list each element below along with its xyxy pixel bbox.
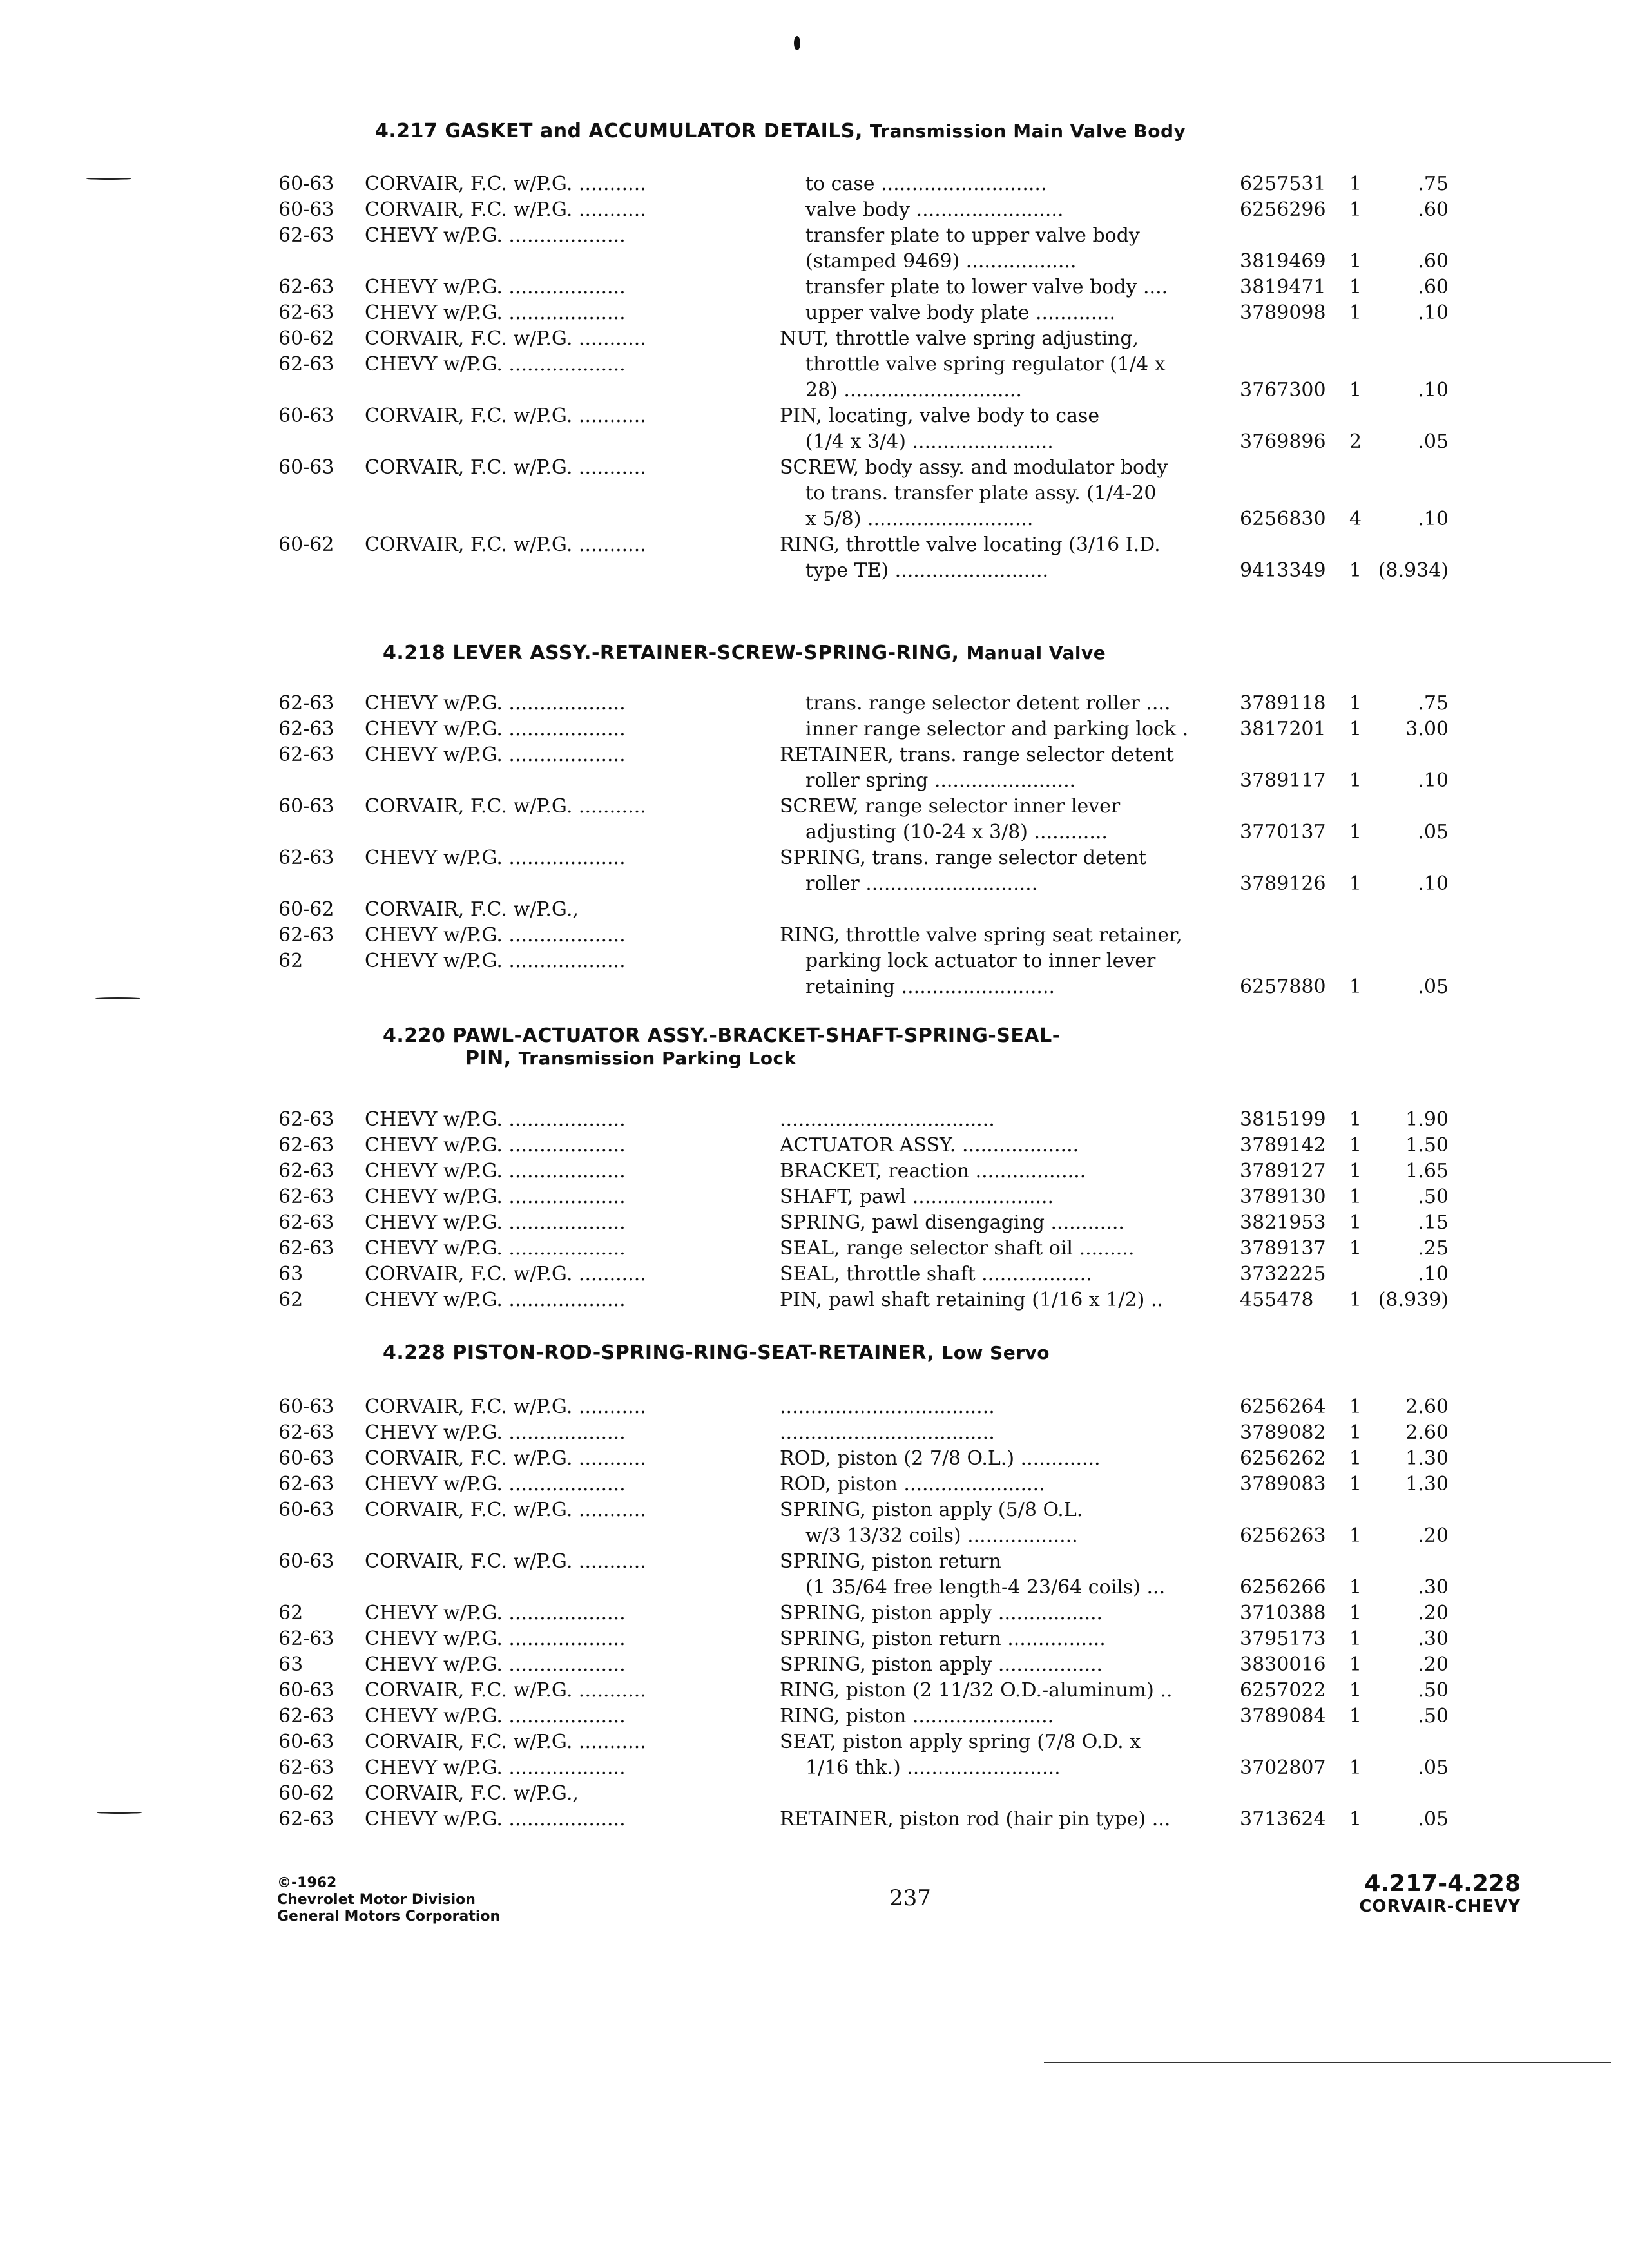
part-number: 9413349 <box>1240 559 1326 582</box>
quantity: 1 <box>1349 1602 1362 1624</box>
list-price: .10 <box>1418 769 1449 792</box>
model-year: 60-63 <box>278 1396 334 1418</box>
model-year: 62-63 <box>278 1108 334 1131</box>
part-number: 3789082 <box>1240 1421 1326 1444</box>
section-heading <box>383 1024 1061 1070</box>
quantity: 1 <box>1349 1160 1362 1182</box>
quantity: 1 <box>1349 1134 1362 1157</box>
section-number: 4.218 <box>383 642 446 664</box>
vehicle-model: CHEVY w/P.G. ................... <box>365 1237 626 1260</box>
part-number: 3789084 <box>1240 1705 1326 1727</box>
list-price: 1.30 <box>1405 1473 1449 1495</box>
model-year: 60-63 <box>278 1447 334 1470</box>
quantity: 1 <box>1349 1447 1362 1470</box>
model-year: 62-63 <box>278 1705 334 1727</box>
part-number: 3795173 <box>1240 1628 1326 1650</box>
quantity: 1 <box>1349 1421 1362 1444</box>
vehicle-model: CORVAIR, F.C. w/P.G., <box>365 1782 579 1805</box>
quantity: 1 <box>1349 769 1362 792</box>
vehicle-model: CHEVY w/P.G. ................... <box>365 1211 626 1234</box>
model-year: 63 <box>278 1263 304 1285</box>
part-description: SCREW, body assy. and modulator body <box>780 456 1168 479</box>
part-description: RING, throttle valve spring seat retainer, <box>780 924 1182 947</box>
list-price: .75 <box>1418 173 1449 195</box>
quantity: 1 <box>1349 1628 1362 1650</box>
part-description: throttle valve spring regulator (1/4 x <box>805 353 1166 376</box>
model-year: 60-63 <box>278 173 334 195</box>
part-number: 6257880 <box>1240 975 1326 998</box>
part-number: 6257022 <box>1240 1679 1326 1702</box>
model-year: 62-63 <box>278 718 334 740</box>
vehicle-model: CORVAIR, F.C. w/P.G. ........... <box>365 1550 646 1573</box>
quantity: 1 <box>1349 1396 1362 1418</box>
list-price: .60 <box>1418 250 1449 273</box>
vehicle-model: CORVAIR, F.C. w/P.G. ........... <box>365 1499 646 1521</box>
part-number: 6256296 <box>1240 198 1326 221</box>
section-subtitle: Transmission Parking Lock <box>518 1048 796 1069</box>
part-description: SPRING, piston apply ................. <box>780 1602 1103 1624</box>
part-number: 3817201 <box>1240 718 1326 740</box>
part-description: (stamped 9469) .................. <box>805 250 1077 273</box>
part-description: inner range selector and parking lock . <box>805 718 1189 740</box>
list-price: (8.934) <box>1378 559 1449 582</box>
vehicle-model: CORVAIR, F.C. w/P.G. ........... <box>365 1731 646 1753</box>
part-number: 6256266 <box>1240 1576 1326 1599</box>
model-year: 60-63 <box>278 1731 334 1753</box>
part-number: 3767300 <box>1240 379 1326 401</box>
model-year: 62 <box>278 1289 304 1311</box>
part-description: SEAL, range selector shaft oil ......... <box>780 1237 1135 1260</box>
model-year: 60-63 <box>278 1550 334 1573</box>
quantity: 1 <box>1349 1108 1362 1131</box>
part-number: 3770137 <box>1240 821 1326 843</box>
vehicle-model: CHEVY w/P.G. ................... <box>365 1421 626 1444</box>
model-year: 62-63 <box>278 1421 334 1444</box>
model-year: 62-63 <box>278 302 334 324</box>
model-year: 60-62 <box>278 533 334 556</box>
model-year: 62-63 <box>278 847 334 869</box>
part-number: 6256264 <box>1240 1396 1326 1418</box>
part-number: 3789118 <box>1240 692 1326 715</box>
part-number: 3732225 <box>1240 1263 1326 1285</box>
part-description: RING, throttle valve locating (3/16 I.D. <box>780 533 1161 556</box>
list-price: .30 <box>1418 1576 1449 1599</box>
part-description: valve body ........................ <box>805 198 1064 221</box>
list-price: 2.60 <box>1405 1396 1449 1418</box>
list-price: 1.30 <box>1405 1447 1449 1470</box>
footer-publisher <box>277 1875 500 1925</box>
part-number: 6257531 <box>1240 173 1326 195</box>
quantity: 1 <box>1349 1576 1362 1599</box>
list-price: (8.939) <box>1378 1289 1449 1311</box>
vehicle-model: CORVAIR, F.C. w/P.G. ........... <box>365 1396 646 1418</box>
part-number: 3710388 <box>1240 1602 1326 1624</box>
model-year: 62-63 <box>278 924 334 947</box>
list-price: .10 <box>1418 1263 1449 1285</box>
quantity: 1 <box>1349 379 1362 401</box>
vehicle-model: CHEVY w/P.G. ................... <box>365 276 626 298</box>
quantity: 1 <box>1349 1473 1362 1495</box>
part-description: NUT, throttle valve spring adjusting, <box>780 327 1139 350</box>
part-description: w/3 13/32 coils) .................. <box>805 1524 1078 1547</box>
part-number: 3789137 <box>1240 1237 1326 1260</box>
part-description: adjusting (10-24 x 3/8) ............ <box>805 821 1108 843</box>
margin-mark <box>86 178 131 180</box>
section-title: PAWL-ACTUATOR ASSY.-BRACKET-SHAFT-SPRING-SEAL- <box>452 1024 1061 1047</box>
quantity: 1 <box>1349 1679 1362 1702</box>
part-number: 3789130 <box>1240 1186 1326 1208</box>
model-year: 62-63 <box>278 224 334 247</box>
quantity: 1 <box>1349 821 1362 843</box>
quantity: 1 <box>1349 1756 1362 1779</box>
model-year: 60-63 <box>278 795 334 818</box>
quantity: 1 <box>1349 1186 1362 1208</box>
model-year: 62-63 <box>278 1134 334 1157</box>
vehicle-model: CORVAIR, F.C. w/P.G. ........... <box>365 173 646 195</box>
model-year: 62-63 <box>278 1237 334 1260</box>
part-description: SPRING, piston return <box>780 1550 1001 1573</box>
vehicle-model: CHEVY w/P.G. ................... <box>365 1602 626 1624</box>
model-year: 62-63 <box>278 692 334 715</box>
quantity: 1 <box>1349 975 1362 998</box>
section-title-continued: PIN, <box>465 1047 512 1070</box>
margin-mark <box>97 1812 142 1814</box>
list-price: .60 <box>1418 198 1449 221</box>
vehicle-model: CORVAIR, F.C. w/P.G. ........... <box>365 1679 646 1702</box>
vehicle-model: CHEVY w/P.G. ................... <box>365 1473 626 1495</box>
quantity: 1 <box>1349 302 1362 324</box>
part-number: 3713624 <box>1240 1808 1326 1831</box>
model-year: 60-63 <box>278 1679 334 1702</box>
quantity: 1 <box>1349 692 1362 715</box>
section-heading <box>383 642 1106 664</box>
vehicle-model: CHEVY w/P.G. ................... <box>365 1653 626 1676</box>
quantity: 1 <box>1349 276 1362 298</box>
vehicle-model: CHEVY w/P.G. ................... <box>365 1705 626 1727</box>
part-description: RETAINER, piston rod (hair pin type) ... <box>780 1808 1171 1831</box>
vehicle-model: CHEVY w/P.G. ................... <box>365 1289 626 1311</box>
part-description: to case ........................... <box>805 173 1047 195</box>
quantity: 4 <box>1349 508 1362 530</box>
part-number: 3830016 <box>1240 1653 1326 1676</box>
part-number: 3819469 <box>1240 250 1326 273</box>
quantity: 1 <box>1349 872 1362 895</box>
part-description: ................................... <box>780 1421 995 1444</box>
vehicle-model: CHEVY w/P.G. ................... <box>365 692 626 715</box>
list-price: 3.00 <box>1405 718 1449 740</box>
model-year: 60-62 <box>278 1782 334 1805</box>
list-price: .50 <box>1418 1679 1449 1702</box>
vehicle-model: CORVAIR, F.C. w/P.G. ........... <box>365 1263 646 1285</box>
list-price: .15 <box>1418 1211 1449 1234</box>
part-description: ROD, piston ....................... <box>780 1473 1045 1495</box>
vehicle-model: CORVAIR, F.C. w/P.G. ........... <box>365 533 646 556</box>
part-description: transfer plate to lower valve body .... <box>805 276 1168 298</box>
quantity: 1 <box>1349 1705 1362 1727</box>
vehicle-model: CHEVY w/P.G. ................... <box>365 1186 626 1208</box>
part-description: SEAT, piston apply spring (7/8 O.D. x <box>780 1731 1141 1753</box>
vehicle-model: CHEVY w/P.G. ................... <box>365 1808 626 1831</box>
vehicle-model: CHEVY w/P.G. ................... <box>365 924 626 947</box>
scan-dot-mark <box>794 36 800 50</box>
corporation: General Motors Corporation <box>277 1908 501 1925</box>
quantity: 1 <box>1349 1237 1362 1260</box>
vehicle-model: CORVAIR, F.C. w/P.G., <box>365 898 579 921</box>
list-price: 1.90 <box>1405 1108 1449 1131</box>
vehicle-model: CHEVY w/P.G. ................... <box>365 950 626 972</box>
list-price: .05 <box>1418 1808 1449 1831</box>
part-description: type TE) ......................... <box>805 559 1049 582</box>
part-number: 3821953 <box>1240 1211 1326 1234</box>
margin-mark <box>95 997 140 999</box>
vehicle-model: CHEVY w/P.G. ................... <box>365 847 626 869</box>
section-subtitle: Low Servo <box>941 1342 1050 1363</box>
part-description: SEAL, throttle shaft .................. <box>780 1263 1092 1285</box>
quantity: 1 <box>1349 1211 1362 1234</box>
part-description: roller spring ....................... <box>805 769 1076 792</box>
section-number: 4.217 <box>375 120 438 142</box>
vehicle-model: CHEVY w/P.G. ................... <box>365 1160 626 1182</box>
vehicle-model: CHEVY w/P.G. ................... <box>365 718 626 740</box>
bottom-rule <box>1044 2062 1611 2063</box>
list-price: .20 <box>1418 1653 1449 1676</box>
quantity: 1 <box>1349 718 1362 740</box>
part-description: RETAINER, trans. range selector detent <box>780 744 1174 766</box>
part-description: retaining ......................... <box>805 975 1055 998</box>
part-description: SCREW, range selector inner lever <box>780 795 1121 818</box>
model-year: 62-63 <box>278 1808 334 1831</box>
vehicle-model: CHEVY w/P.G. ................... <box>365 1134 626 1157</box>
model-year: 60-62 <box>278 898 334 921</box>
part-description: 28) ............................. <box>805 379 1022 401</box>
section-heading <box>375 120 1186 142</box>
part-number: 455478 <box>1240 1289 1314 1311</box>
model-year: 62-63 <box>278 1211 334 1234</box>
copyright: ©-1962 <box>277 1875 337 1891</box>
model-year: 62-63 <box>278 1186 334 1208</box>
part-description: RING, piston ....................... <box>780 1705 1054 1727</box>
part-number: 6256830 <box>1240 508 1326 530</box>
part-description: RING, piston (2 11/32 O.D.-aluminum) .. <box>780 1679 1173 1702</box>
model-year: 60-63 <box>278 456 334 479</box>
vehicle-model: CORVAIR, F.C. w/P.G. ........... <box>365 1447 646 1470</box>
list-price: .05 <box>1418 1756 1449 1779</box>
quantity: 1 <box>1349 250 1362 273</box>
part-description: SHAFT, pawl ....................... <box>780 1186 1054 1208</box>
part-number: 3702807 <box>1240 1756 1326 1779</box>
section-title: LEVER ASSY.-RETAINER-SCREW-SPRING-RING, <box>452 642 959 664</box>
part-description: PIN, locating, valve body to case <box>780 405 1100 427</box>
part-description: ACTUATOR ASSY. ................... <box>780 1134 1079 1157</box>
model-year: 60-63 <box>278 1499 334 1521</box>
quantity: 1 <box>1349 173 1362 195</box>
section-title: GASKET and ACCUMULATOR DETAILS, <box>445 120 863 142</box>
part-description: parking lock actuator to inner lever <box>805 950 1156 972</box>
part-number: 3819471 <box>1240 276 1326 298</box>
part-description: to trans. transfer plate assy. (1/4-20 <box>805 482 1157 505</box>
page-number: 237 <box>889 1885 931 1911</box>
vehicle-model: CHEVY w/P.G. ................... <box>365 1756 626 1779</box>
quantity: 1 <box>1349 1289 1362 1311</box>
quantity: 1 <box>1349 198 1362 221</box>
model-year: 62-63 <box>278 1160 334 1182</box>
list-price: .75 <box>1418 692 1449 715</box>
part-number: 6256263 <box>1240 1524 1326 1547</box>
list-price: .10 <box>1418 508 1449 530</box>
part-description: transfer plate to upper valve body <box>805 224 1140 247</box>
model-year: 62-63 <box>278 1628 334 1650</box>
part-number: 6256262 <box>1240 1447 1326 1470</box>
division: Chevrolet Motor Division <box>277 1892 476 1908</box>
model-year: 62 <box>278 950 304 972</box>
part-number: 3789083 <box>1240 1473 1326 1495</box>
list-price: .05 <box>1418 430 1449 453</box>
part-description: SPRING, pawl disengaging ............ <box>780 1211 1124 1234</box>
part-number: 3789117 <box>1240 769 1326 792</box>
list-price: .50 <box>1418 1186 1449 1208</box>
model-year: 60-63 <box>278 405 334 427</box>
list-price: .10 <box>1418 872 1449 895</box>
list-price: 1.65 <box>1405 1160 1449 1182</box>
quantity: 1 <box>1349 1653 1362 1676</box>
part-description: SPRING, trans. range selector detent <box>780 847 1146 869</box>
list-price: .60 <box>1418 276 1449 298</box>
section-title: PISTON-ROD-SPRING-RING-SEAT-RETAINER, <box>452 1341 935 1364</box>
model-year: 62-63 <box>278 353 334 376</box>
list-price: .30 <box>1418 1628 1449 1650</box>
part-description: ................................... <box>780 1108 995 1131</box>
vehicle-model: CHEVY w/P.G. ................... <box>365 1628 626 1650</box>
part-description: BRACKET, reaction .................. <box>780 1160 1086 1182</box>
part-description: PIN, pawl shaft retaining (1/16 x 1/2) .. <box>780 1289 1163 1311</box>
list-price: 1.50 <box>1405 1134 1449 1157</box>
part-description: SPRING, piston return ................ <box>780 1628 1106 1650</box>
list-price: .10 <box>1418 379 1449 401</box>
vehicle-model: CHEVY w/P.G. ................... <box>365 1108 626 1131</box>
section-range: 4.217-4.228 <box>1364 1870 1521 1897</box>
list-price: .20 <box>1418 1524 1449 1547</box>
section-heading <box>383 1341 1050 1364</box>
model-year: 60-63 <box>278 198 334 221</box>
quantity: 1 <box>1349 559 1362 582</box>
quantity: 2 <box>1349 430 1362 453</box>
section-number: 4.220 <box>383 1024 446 1047</box>
part-description: trans. range selector detent roller .... <box>805 692 1171 715</box>
model-year: 63 <box>278 1653 304 1676</box>
vehicle-model: CORVAIR, F.C. w/P.G. ........... <box>365 456 646 479</box>
list-price: .10 <box>1418 302 1449 324</box>
part-description: 1/16 thk.) ......................... <box>805 1756 1061 1779</box>
part-description: SPRING, piston apply ................. <box>780 1653 1103 1676</box>
model-year: 60-62 <box>278 327 334 350</box>
model-year: 62-63 <box>278 1473 334 1495</box>
footer-section <box>1359 1871 1521 1916</box>
list-price: .05 <box>1418 821 1449 843</box>
vehicle-model: CHEVY w/P.G. ................... <box>365 353 626 376</box>
model-year: 62 <box>278 1602 304 1624</box>
section-subtitle: Transmission Main Valve Body <box>869 120 1186 142</box>
part-number: 3789098 <box>1240 302 1326 324</box>
part-number: 3789142 <box>1240 1134 1326 1157</box>
model-year: 62-63 <box>278 276 334 298</box>
vehicle-model: CHEVY w/P.G. ................... <box>365 302 626 324</box>
section-number: 4.228 <box>383 1341 446 1364</box>
model-year: 62-63 <box>278 744 334 766</box>
list-price: 2.60 <box>1405 1421 1449 1444</box>
section-subtitle: Manual Valve <box>966 642 1106 664</box>
part-description: x 5/8) ........................... <box>805 508 1034 530</box>
list-price: .20 <box>1418 1602 1449 1624</box>
part-description: roller ............................ <box>805 872 1038 895</box>
part-number: 3789126 <box>1240 872 1326 895</box>
model-year: 62-63 <box>278 1756 334 1779</box>
vehicle-model: CORVAIR, F.C. w/P.G. ........... <box>365 795 646 818</box>
list-price: .05 <box>1418 975 1449 998</box>
part-description: (1 35/64 free length-4 23/64 coils) ... <box>805 1576 1166 1599</box>
vehicle-model: CHEVY w/P.G. ................... <box>365 224 626 247</box>
list-price: .50 <box>1418 1705 1449 1727</box>
part-description: SPRING, piston apply (5/8 O.L. <box>780 1499 1083 1521</box>
part-description: ................................... <box>780 1396 995 1418</box>
vehicle-model: CORVAIR, F.C. w/P.G. ........... <box>365 327 646 350</box>
quantity: 1 <box>1349 1808 1362 1831</box>
part-number: 3815199 <box>1240 1108 1326 1131</box>
vehicle-model: CORVAIR, F.C. w/P.G. ........... <box>365 198 646 221</box>
part-description: ROD, piston (2 7/8 O.L.) ............. <box>780 1447 1101 1470</box>
part-number: 3769896 <box>1240 430 1326 453</box>
vehicle-label: CORVAIR-CHEVY <box>1359 1897 1521 1916</box>
quantity: 1 <box>1349 1524 1362 1547</box>
part-number: 3789127 <box>1240 1160 1326 1182</box>
vehicle-model: CHEVY w/P.G. ................... <box>365 744 626 766</box>
part-description: upper valve body plate ............. <box>805 302 1115 324</box>
part-description: (1/4 x 3/4) ....................... <box>805 430 1054 453</box>
vehicle-model: CORVAIR, F.C. w/P.G. ........... <box>365 405 646 427</box>
list-price: .25 <box>1418 1237 1449 1260</box>
